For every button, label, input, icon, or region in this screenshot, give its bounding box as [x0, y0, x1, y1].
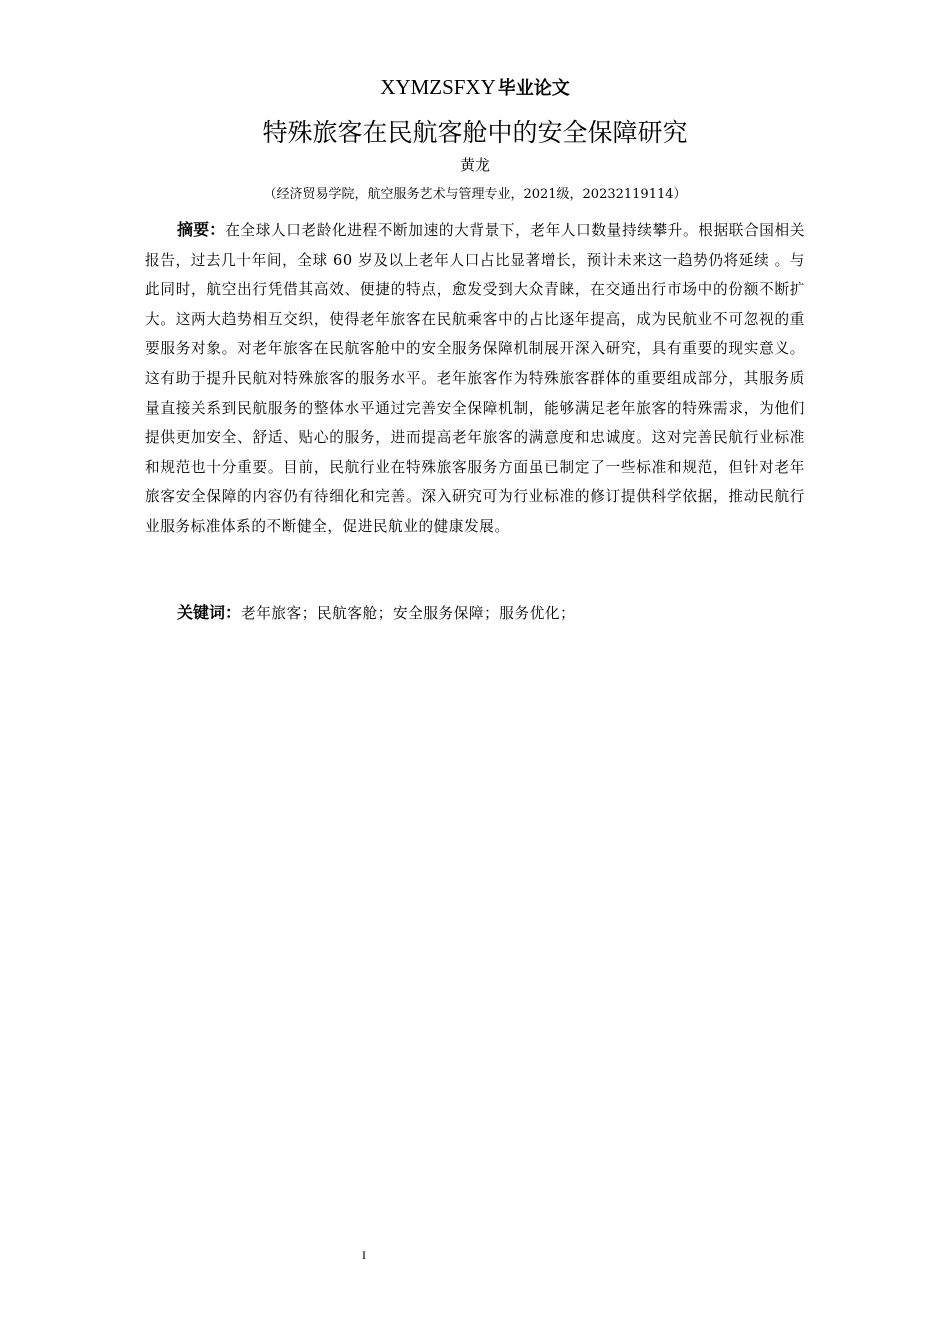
header-cn-text: 毕业论文: [497, 78, 570, 99]
header-latin-text: XYMZSFXY: [380, 75, 496, 99]
keywords-line: [177, 598, 805, 628]
keywords-text: 老年旅客；民航客舱；安全服务保障；服务优化；: [241, 605, 576, 622]
author-affiliation: （经济贸易学院，航空服务艺术与管理专业，2021级，20232119114）: [263, 187, 687, 202]
abstract-label: 摘要：: [177, 220, 226, 239]
paper-title: 特殊旅客在民航客舱中的安全保障研究: [262, 118, 688, 147]
keywords-label: 关键词：: [177, 603, 242, 622]
thesis-header: [0, 74, 950, 102]
author-name: 黄龙: [459, 156, 490, 174]
abstract-paragraph: [145, 215, 805, 542]
abstract-text: 在全球人口老龄化进程不断加速的大背景下，老年人口数量持续攀升。根据联合国相关报告，过去几十年间，全球 60 岁及以上老年人口占比显著增长，预计未来这一趋势仍将延续 。与此同时，航空出行凭借其高效、便捷的特点，愈发受到大众青睐，在交通出行市场中的份额不断扩大。这两大趋势相互交织，使得老年旅客在民航乘客中的占比逐年提高，成为民航业不可忽视的重要服务对象。对老年旅客在民航客舱中的安全服务保障机制展开深入研究，具有重要的现实意义。这有助于提升民航对特殊旅客的服务水平。老年旅客作为特殊旅客群体的重要组成部分，其服务质量直接关系到民航服务的整体水平通过完善安全保障机制，能够满足老年旅客的特殊需求，为他们提供更加安全、舒适、贴心的服务，进而提高老年旅客的满意度和忠诚度。这对完善民航行业标准和规范也十分重要。目前，民航行业在特殊旅客服务方面虽已制定了一些标准和规范，但针对老年旅客安全保障的内容仍有待细化和完善。深入研究可为行业标准的修订提供科学依据，推动民航行业服务标准体系的不断健全，促进民航业的健康发展。: [145, 222, 805, 535]
page-number: I: [362, 1248, 366, 1262]
